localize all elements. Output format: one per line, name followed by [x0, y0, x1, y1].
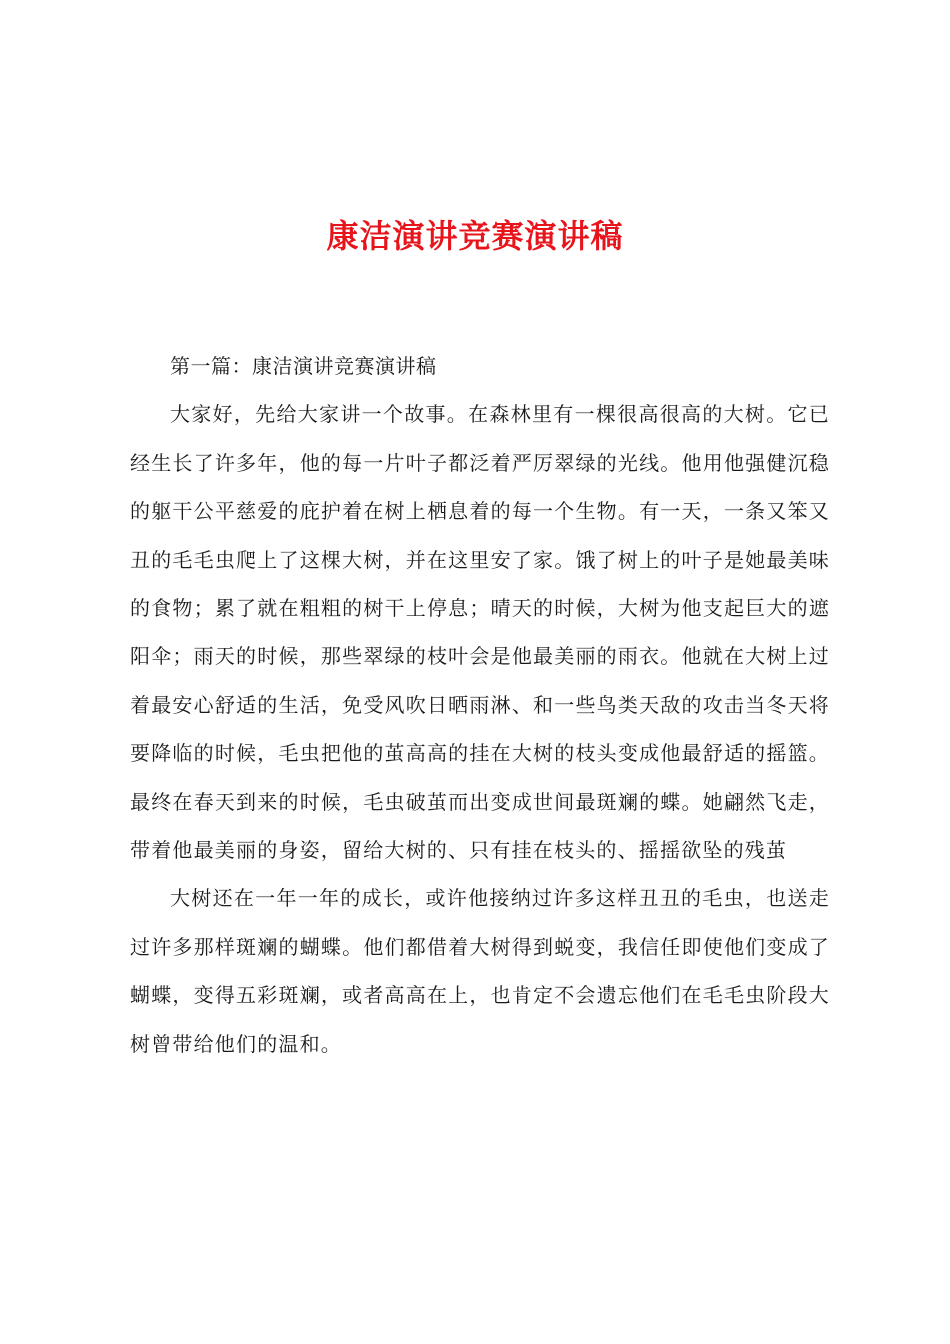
paragraph: 大树还在一年一年的成长，或许他接纳过许多这样丑丑的毛虫，也送走过许多那样斑斓的蝴蝶。他们都借着大树得到蜕变，我信任即使他们变成了蝴蝶，变得五彩斑斓，或者高高在上，也肯定不会遗忘他们在毛毛虫阶段大树曾带给他们的温和。: [130, 886, 830, 1056]
document-body: [130, 342, 830, 1068]
document-title: 康洁演讲竞赛演讲稿: [326, 217, 624, 255]
paragraph: 大家好，先给大家讲一个故事。在森林里有一棵很高很高的大树。它已经生长了许多年，他的每一片叶子都泛着严厉翠绿的光线。他用他强健沉稳的躯干公平慈爱的庇护着在树上栖息着的每一个生物。有一天，一条又笨又丑的毛毛虫爬上了这棵大树，并在这里安了家。饿了树上的叶子是她最美味的食物；累了就在粗粗的树干上停息；晴天的时候，大树为他支起巨大的遮阳伞；雨天的时候，那些翠绿的枝叶会是他最美丽的雨衣。他就在大树上过着最安心舒适的生活，免受风吹日晒雨淋、和一些鸟类天敌的攻击当冬天将要降临的时候，毛虫把他的茧高高的挂在大树的枝头变成他最舒适的摇篮。最终在春天到来的时候，毛虫破茧而出变成世间最斑斓的蝶。她翩然飞走，带着他最美丽的身姿，留给大树的、只有挂在枝头的、摇摇欲坠的残茧: [130, 402, 830, 863]
section-heading: 第一篇：康洁演讲竞赛演讲稿: [170, 354, 437, 378]
